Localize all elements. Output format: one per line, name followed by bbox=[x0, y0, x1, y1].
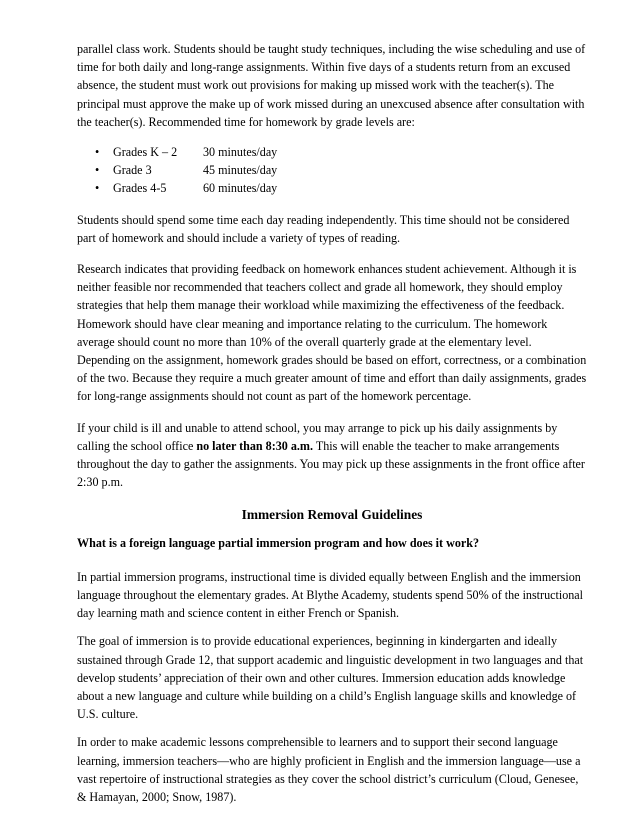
paragraph-immersion-time: In partial immersion programs, instructional time is divided equally between English and the immersion language throughout the elementary grades. At Blythe Academy, students spend 50% of the instructional day learning math and science content in either French or Spanish. bbox=[77, 569, 584, 621]
homework-time: 30 minutes/day bbox=[203, 145, 278, 160]
section-heading: Immersion Removal Guidelines bbox=[241, 507, 423, 523]
bullet-icon: • bbox=[95, 163, 100, 178]
illness-text-end: This will enable the teacher to make arrangements throughout the day to gather the assignments. You may pick up these assignments in the front office after 2:30 p.m. bbox=[77, 438, 585, 490]
bullet-icon: • bbox=[95, 181, 100, 196]
list-item bbox=[95, 143, 587, 161]
list-item bbox=[95, 161, 587, 179]
list-item bbox=[95, 179, 587, 197]
paragraph-immersion-strategies: In order to make academic lessons comprehensible to learners and to support their second language learning, immersion teachers—who are highly proficient in English and the immersion language—use a vast repertoire of instructional strategies as they cover the school district’s curriculum (Cloud, Genesee, & Hamayan, 2000; Snow, 1987). bbox=[77, 735, 581, 805]
grade-level: Grades K – 2 bbox=[113, 145, 178, 160]
paragraph-reading: Students should spend some time each day reading independently. This time should not be considered part of homework and should include a variety of types of reading. bbox=[77, 212, 570, 245]
grade-level: Grades 4-5 bbox=[113, 181, 167, 196]
bullet-icon: • bbox=[95, 145, 100, 160]
paragraph-illness bbox=[77, 419, 587, 492]
deadline-text: no later than 8:30 a.m. bbox=[196, 438, 314, 453]
homework-time: 60 minutes/day bbox=[203, 181, 278, 196]
homework-time-list bbox=[77, 143, 587, 198]
paragraph-homework-intro: parallel class work. Students should be taught study techniques, including the wise scheduling and use of time for both daily and long-range assignments. Within five days of a students return from an excused absence, the student must work out provisions for making up missed work with the teacher(s). The principal must approve the make up of work missed during an unexcused absence after consultation with the teacher(s). Recommended time for homework by grade levels are: bbox=[77, 42, 586, 129]
homework-time: 45 minutes/day bbox=[203, 163, 278, 178]
illness-text-start: If your child is ill and unable to attend school, you may arrange to pick up his daily assignments by calling the school office bbox=[77, 420, 558, 453]
paragraph-feedback: Research indicates that providing feedback on homework enhances student achievement. Although it is neither feasible nor recommended that teachers collect and grade all homework, they should employ strategies that help them manage their workload while maximizing the effectiveness of the feedback. Homework should have clear meaning and importance relating to the curriculum. The homework average should count no more than 10% of the overall quarterly grade at the elementary level. Depending on the assignment, homework grades should be based on effort, correctness, or a combination of the two. Because they require a much greater amount of time and effort than daily assignments, grades for long-range assignments should not count as part of the homework percentage. bbox=[77, 261, 587, 404]
section-question: What is a foreign language partial immersion program and how does it work? bbox=[77, 535, 480, 550]
grade-level: Grade 3 bbox=[113, 163, 152, 178]
immersion-section bbox=[77, 568, 587, 806]
document-page bbox=[77, 40, 587, 806]
paragraph-immersion-goal: The goal of immersion is to provide educational experiences, beginning in kindergarten and ideally sustained through Grade 12, that support academic and linguistic development in two languages and that develop students’ appreciation of their own and other cultures. Immersion education adds knowledge about a new language and culture while building on a child’s English language skills and knowledge of U.S. culture. bbox=[77, 634, 584, 722]
